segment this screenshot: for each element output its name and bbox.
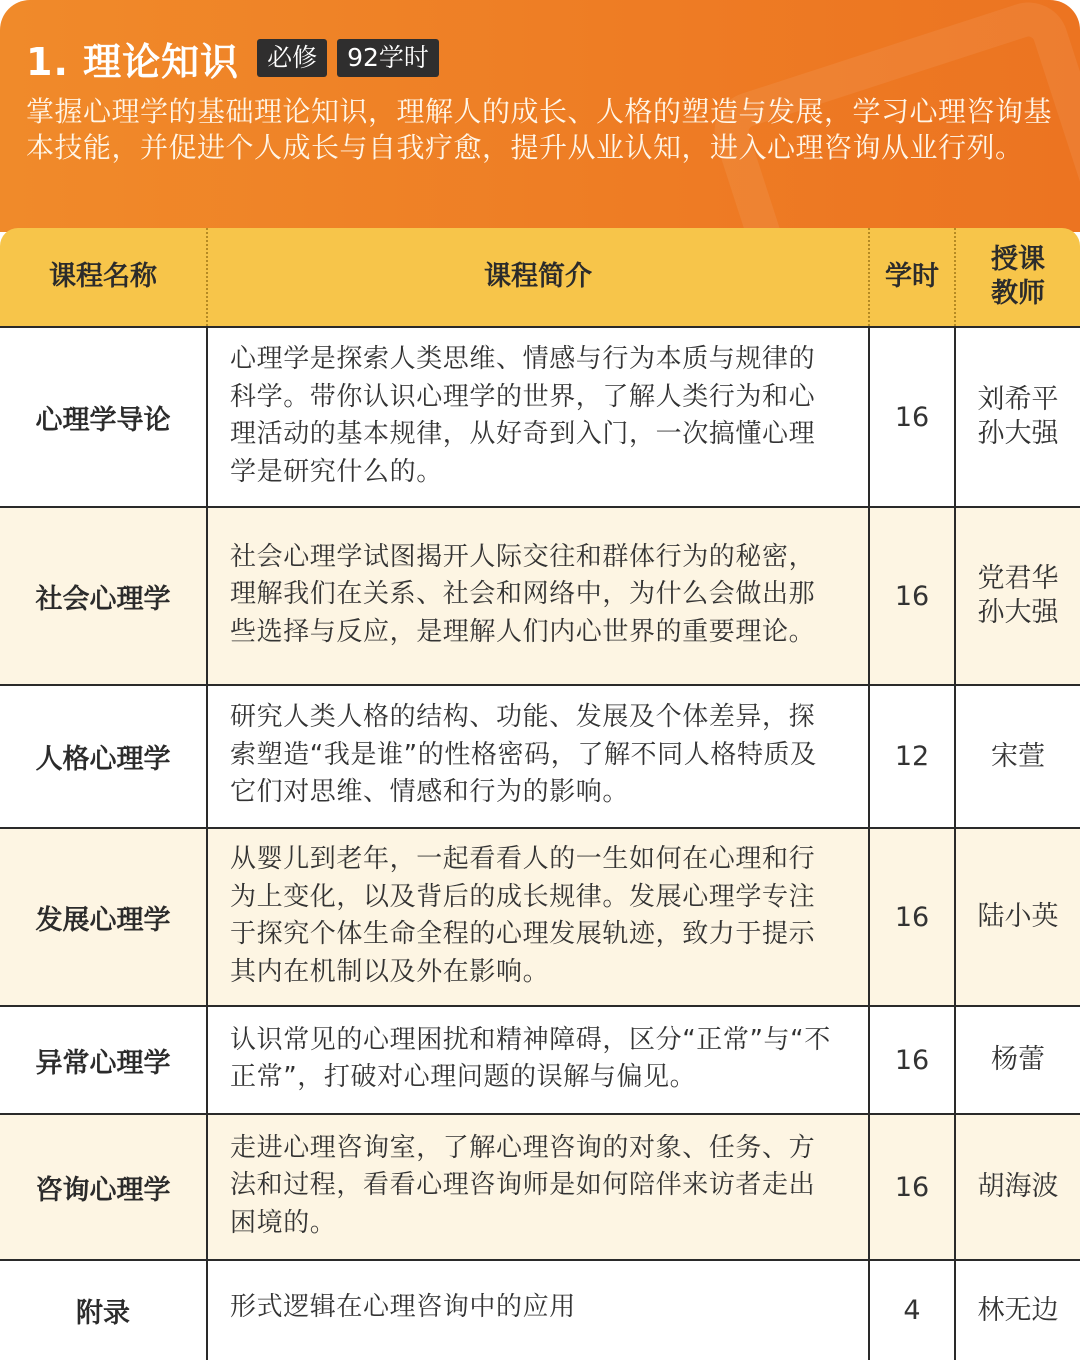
course-teacher <box>955 828 1080 1006</box>
required-badge: 必修 <box>257 39 327 77</box>
section-header <box>0 0 1080 232</box>
teacher-name: 孙大强 <box>977 597 1059 628</box>
table-row <box>0 685 1080 828</box>
header-course-name: 课程名称 <box>0 228 207 327</box>
course-desc: 走进心理咨询室，了解心理咨询的对象、任务、方法和过程，看看心理咨询师是如何陪伴来访者走出困境的。 <box>207 1114 869 1260</box>
course-desc: 社会心理学试图揭开人际交往和群体行为的秘密，理解我们在关系、社会和网络中，为什么会做出那些选择与反应，是理解人们内心世界的重要理论。 <box>207 507 869 685</box>
table-row <box>0 1260 1080 1360</box>
header-hours: 学时 <box>869 228 955 327</box>
title-row <box>26 36 439 84</box>
course-table <box>0 228 1080 1360</box>
course-desc: 形式逻辑在心理咨询中的应用 <box>207 1260 869 1360</box>
teacher-name: 林无边 <box>977 1294 1059 1326</box>
course-desc: 认识常见的心理困扰和精神障碍，区分“正常”与“不正常”，打破对心理问题的误解与偏见。 <box>207 1006 869 1114</box>
table-row <box>0 1006 1080 1114</box>
teacher-name: 党君华 <box>977 563 1059 594</box>
course-teacher <box>955 327 1080 507</box>
table-header-row <box>0 228 1080 327</box>
course-hours: 16 <box>869 828 955 1006</box>
course-desc: 研究人类人格的结构、功能、发展及个体差异，探索塑造“我是谁”的性格密码，了解不同人格特质及它们对思维、情感和行为的影响。 <box>207 685 869 828</box>
header-teacher-line2: 教师 <box>991 278 1045 309</box>
course-name: 发展心理学 <box>0 828 207 1006</box>
course-name: 社会心理学 <box>0 507 207 685</box>
course-name: 人格心理学 <box>0 685 207 828</box>
course-teacher <box>955 1114 1080 1260</box>
course-hours: 4 <box>869 1260 955 1360</box>
header-teacher-line1: 授课 <box>991 244 1045 275</box>
course-hours: 16 <box>869 1114 955 1260</box>
teacher-name: 孙大强 <box>977 418 1059 449</box>
course-hours: 16 <box>869 507 955 685</box>
course-desc: 心理学是探索人类思维、情感与行为本质与规律的科学。带你认识心理学的世界，了解人类行为和心理活动的基本规律，从好奇到入门，一次搞懂心理学是研究什么的。 <box>207 327 869 507</box>
course-desc: 从婴儿到老年，一起看看人的一生如何在心理和行为上变化，以及背后的成长规律。发展心理学专注于探究个体生命全程的心理发展轨迹，致力于提示其内在机制以及外在影响。 <box>207 828 869 1006</box>
course-name: 咨询心理学 <box>0 1114 207 1260</box>
course-teacher <box>955 685 1080 828</box>
teacher-name: 宋萱 <box>991 740 1045 772</box>
table-row <box>0 828 1080 1006</box>
hours-badge: 92学时 <box>337 39 439 77</box>
course-hours: 16 <box>869 1006 955 1114</box>
table-row <box>0 1114 1080 1260</box>
header-teacher <box>955 228 1080 327</box>
section-title: 1. 理论知识 <box>26 39 240 84</box>
course-name: 附录 <box>0 1260 207 1360</box>
course-hours: 16 <box>869 327 955 507</box>
course-name: 心理学导论 <box>0 327 207 507</box>
table-row <box>0 507 1080 685</box>
course-teacher <box>955 1006 1080 1114</box>
section-intro: 掌握心理学的基础理论知识，理解人的成长、人格的塑造与发展，学习心理咨询基本技能，并促进个人成长与自我疗愈，提升从业认知，进入心理咨询从业行列。 <box>26 95 1053 164</box>
course-teacher <box>955 1260 1080 1360</box>
header-course-desc: 课程简介 <box>207 228 869 327</box>
course-hours: 12 <box>869 685 955 828</box>
teacher-name: 陆小英 <box>977 901 1059 932</box>
teacher-name: 刘希平 <box>977 384 1059 415</box>
table-row <box>0 327 1080 507</box>
course-name: 异常心理学 <box>0 1006 207 1114</box>
teacher-name: 杨蕾 <box>991 1044 1045 1075</box>
course-teacher <box>955 507 1080 685</box>
teacher-name: 胡海波 <box>977 1171 1059 1202</box>
